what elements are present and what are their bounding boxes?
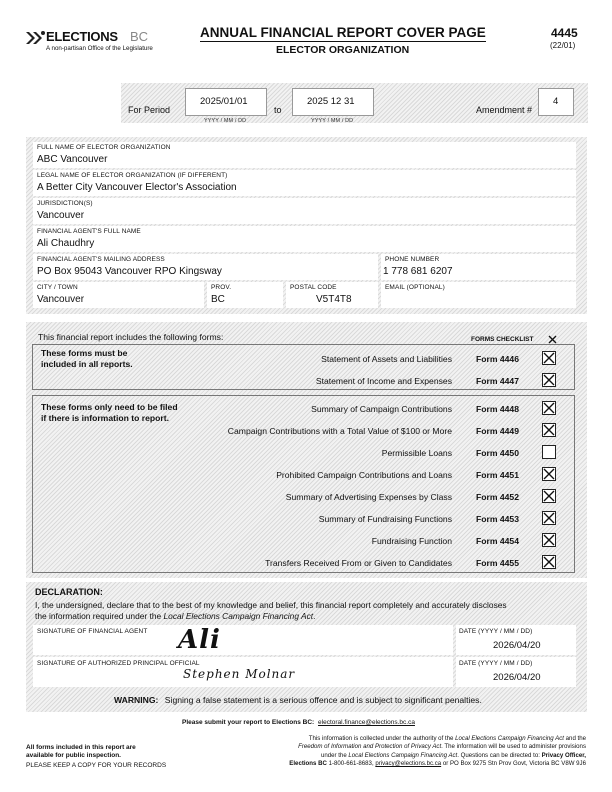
form-row-label: Statement of Assets and Liabilities (321, 354, 452, 364)
agent-date-field[interactable] (456, 625, 576, 655)
phone-label: PHONE NUMBER (385, 256, 440, 263)
form-row-label: Permissible Loans (381, 448, 452, 458)
declaration-text-2 (35, 611, 315, 621)
postal-code-value: V5T4T8 (316, 294, 352, 305)
mailing-address-field[interactable] (33, 254, 378, 280)
submit-line (182, 719, 415, 726)
mailing-address-label: FINANCIAL AGENT'S MAILING ADDRESS (37, 256, 165, 263)
form-checkbox[interactable] (542, 555, 556, 569)
form-checkbox[interactable] (542, 351, 556, 365)
checkmark-x-icon (543, 374, 555, 386)
email-label: EMAIL (OPTIONAL) (385, 284, 445, 291)
warning-message: Signing a false statement is a serious offence and is subject to significant penalties. (164, 695, 482, 705)
warning-text (114, 695, 482, 705)
form-checkbox[interactable] (542, 489, 556, 503)
jurisdiction-value: Vancouver (37, 210, 85, 221)
form-row-label: Summary of Campaign Contributions (311, 404, 452, 414)
checkmark-x-icon (543, 352, 555, 364)
agent-signature-label: SIGNATURE OF FINANCIAL AGENT (37, 628, 148, 635)
province-field[interactable] (207, 282, 283, 308)
privacy-notice (236, 735, 586, 768)
form-number: 4445 (551, 26, 578, 40)
amendment-label: Amendment # (476, 105, 533, 115)
public-notice-1: All forms included in this report are (26, 744, 136, 751)
form-row-number: Form 4455 (476, 558, 519, 568)
form-checkbox[interactable] (542, 445, 556, 459)
required-heading-2: included in all reports. (41, 359, 133, 369)
principal-date-value: 2026/04/20 (493, 672, 541, 683)
warning-label: WARNING: (114, 695, 159, 705)
agent-name-label: FINANCIAL AGENT'S FULL NAME (37, 228, 141, 235)
email-field[interactable] (381, 282, 576, 308)
checkmark-x-icon (543, 468, 555, 480)
city-value: Vancouver (37, 294, 85, 305)
period-to-hint: YYYY / MM / DD (311, 118, 354, 124)
checklist-x-icon (548, 335, 557, 344)
submit-text: Please submit your report to Elections BC: (182, 719, 315, 726)
full-name-value: ABC Vancouver (37, 154, 108, 165)
checkmark-x-icon (543, 424, 555, 436)
agent-name-field[interactable] (33, 226, 576, 252)
postal-code-label: POSTAL CODE (290, 284, 337, 291)
form-row-number: Form 4452 (476, 492, 519, 502)
form-version: (22/01) (550, 41, 576, 50)
declaration-text-2a: the information required under the (35, 611, 164, 621)
agent-signature-field[interactable] (33, 625, 453, 655)
form-row-label: Summary of Fundraising Functions (318, 514, 452, 524)
legal-name-value: A Better City Vancouver Elector's Association (37, 182, 237, 193)
privacy-line-2: Freedom of Information and Protection of Privacy Act. The information will be used to administer provisions (298, 743, 586, 751)
phone-value: 1 778 681 6207 (383, 266, 453, 277)
agent-name-value: Ali Chaudhry (37, 238, 95, 249)
legal-name-label: LEGAL NAME OF ELECTOR ORGANIZATION (IF DIFFERENT) (37, 172, 228, 179)
agent-signature: Ali (178, 625, 221, 655)
period-from-value: 2025/01/01 (200, 96, 248, 107)
form-row-number: Form 4450 (476, 448, 519, 458)
submit-email-link[interactable]: electoral.finance@elections.bc.ca (318, 719, 415, 726)
form-row-label: Summary of Advertising Expenses by Class (285, 492, 452, 502)
page-subtitle: ELECTOR ORGANIZATION (276, 44, 410, 56)
checkmark-x-icon (543, 512, 555, 524)
form-row-label: Prohibited Campaign Contributions and Loans (276, 470, 452, 480)
full-name-label: FULL NAME OF ELECTOR ORGANIZATION (37, 144, 171, 151)
checkmark-x-icon (543, 556, 555, 568)
period-from-field[interactable] (185, 88, 267, 116)
period-to-label: to (274, 105, 282, 115)
form-checkbox[interactable] (542, 511, 556, 525)
logo-mark-icon (24, 29, 46, 47)
principal-date-label: DATE (YYYY / MM / DD) (459, 660, 533, 667)
required-heading-1: These forms must be (41, 348, 128, 358)
privacy-line-4: Elections BC 1-800-661-8683, privacy@elections.bc.ca or PO Box 9275 Stn Prov Govt, Victoria BC V8W 9J6 (289, 759, 586, 767)
agent-date-value: 2026/04/20 (493, 640, 541, 651)
privacy-line-3: under the Local Elections Campaign Financing Act. Questions can be directed to: Privacy Officer, (320, 751, 586, 759)
mailing-address-value: PO Box 95043 Vancouver RPO Kingsway (37, 266, 222, 277)
declaration-text-2c: . (313, 611, 316, 621)
declaration-heading: DECLARATION: (35, 587, 103, 597)
form-row-label: Campaign Contributions with a Total Value of $100 or More (227, 426, 452, 436)
period-from-hint: YYYY / MM / DD (204, 118, 247, 124)
privacy-line-1: This information is collected under the authority of the Local Elections Campaign Financing Act and the (308, 735, 586, 742)
checkmark-x-icon (543, 490, 555, 502)
phone-field[interactable] (381, 254, 576, 280)
form-row-number: Form 4453 (476, 514, 519, 524)
form-checkbox[interactable] (542, 467, 556, 481)
public-notice-2: available for public inspection. (26, 752, 121, 759)
form-checkbox[interactable] (542, 401, 556, 415)
principal-signature: Stephen Molnar (183, 667, 296, 681)
principal-signature-label: SIGNATURE OF AUTHORIZED PRINCIPAL OFFICIAL (37, 660, 200, 667)
forms-intro: This financial report includes the following forms: (38, 332, 224, 342)
city-field[interactable] (33, 282, 204, 308)
logo-suffix: BC (130, 29, 149, 44)
checklist-label: FORMS CHECKLIST (471, 336, 534, 343)
form-row-number: Form 4449 (476, 426, 519, 436)
form-row-label: Transfers Received From or Given to Candidates (265, 558, 452, 568)
principal-signature-field[interactable] (33, 657, 453, 687)
form-row-number: Form 4454 (476, 536, 519, 546)
period-to-field[interactable] (292, 88, 374, 116)
legal-name-field[interactable] (33, 170, 576, 196)
form-checkbox[interactable] (542, 533, 556, 547)
optional-heading-1: These forms only need to be filed (41, 402, 178, 412)
form-row-label: Statement of Income and Expenses (315, 375, 452, 386)
checkmark-x-icon (543, 534, 555, 546)
province-value: BC (211, 294, 225, 305)
full-name-field[interactable] (33, 142, 576, 168)
elections-bc-logo (24, 27, 174, 55)
period-to-value: 2025 12 31 (307, 96, 355, 107)
period-label: For Period (128, 105, 171, 115)
postal-code-field[interactable] (286, 282, 378, 308)
declaration-text-1: I, the undersigned, declare that to the best of my knowledge and belief, this financial report completely and accurately discloses (35, 600, 507, 610)
form-checkbox[interactable] (542, 423, 556, 437)
form-row-number: Form 4447 (476, 375, 519, 386)
keep-copy-notice: PLEASE KEEP A COPY FOR YOUR RECORDS (26, 762, 167, 769)
principal-date-field[interactable] (456, 657, 576, 687)
form-row-number: Form 4448 (476, 404, 519, 414)
agent-date-label: DATE (YYYY / MM / DD) (459, 628, 533, 635)
amendment-value: 4 (553, 96, 559, 107)
form-row-number: Form 4446 (476, 354, 519, 364)
checkmark-x-icon (543, 402, 555, 414)
optional-heading-2: if there is information to report. (41, 413, 169, 423)
logo-tagline: A non-partisan Office of the Legislature (46, 45, 153, 52)
city-label: CITY / TOWN (37, 284, 78, 291)
amendment-field[interactable] (538, 88, 574, 116)
jurisdiction-label: JURISDICTION(S) (37, 200, 93, 207)
page-title: ANNUAL FINANCIAL REPORT COVER PAGE (200, 25, 486, 40)
privacy-email-link[interactable]: privacy@elections.bc.ca (375, 759, 442, 767)
jurisdiction-field[interactable] (33, 198, 576, 224)
form-checkbox[interactable] (542, 373, 556, 387)
logo-text: ELECTIONS (46, 29, 118, 44)
province-label: PROV. (211, 284, 232, 291)
declaration-act-name: Local Elections Campaign Financing Act (163, 611, 314, 621)
form-row-number: Form 4451 (476, 470, 519, 480)
form-row-label: Fundraising Function (371, 536, 452, 546)
